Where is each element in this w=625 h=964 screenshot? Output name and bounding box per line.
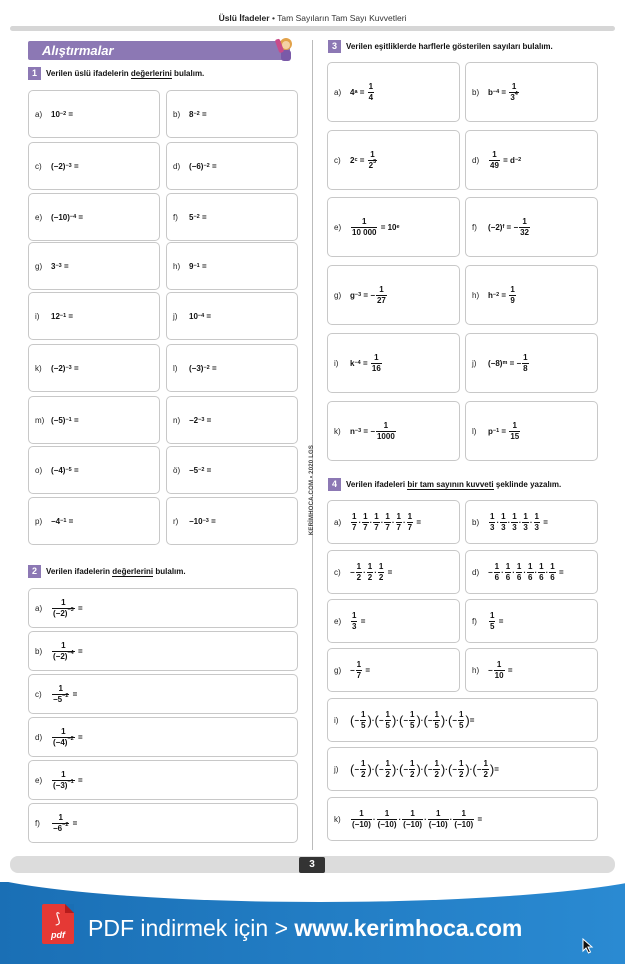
s3-item-a[interactable]: a) 4 a = $\frac{1}{4}$ bbox=[327, 62, 460, 122]
s4-item-e[interactable]: e) $\frac{1}{3}$ = bbox=[327, 599, 460, 643]
banner-curve bbox=[0, 882, 625, 902]
s2-item-f[interactable]: f) $\frac{1}{-6^{-2}}$ = bbox=[28, 803, 298, 843]
s4-item-j[interactable]: j) ( − $\frac{1}{2}$ ) · ( − $\frac{1}{2}$ ) · ( − $\frac{1}{2}$ ) · ( − $\frac{1}{2}$ ) · ( − $\frac{1}{2}$ ) · ( − $\frac{1}{2}$ ) = bbox=[327, 747, 598, 791]
s1-item-r[interactable]: r) −10 −3 = bbox=[166, 497, 298, 545]
s3-item-i[interactable]: i) k −4 = $\frac{1}{16}$ bbox=[327, 333, 460, 393]
s4-item-i[interactable]: i) ( − $\frac{1}{5}$ ) · ( − $\frac{1}{5}$ ) · ( − $\frac{1}{5}$ ) · ( − $\frac{1}{5}$ ) · ( − $\frac{1}{5}$ ) = bbox=[327, 698, 598, 742]
s1-item-p[interactable]: p) −4 −1 = bbox=[28, 497, 160, 545]
section-3-title: 3 Verilen eşitliklerde harflerle gösterilen sayıları bulalım. bbox=[328, 40, 553, 54]
s3-item-b[interactable]: b) b −4 = $\frac{1}{3^4}$ bbox=[465, 62, 598, 122]
s1-item-h[interactable]: h) 9 −1 = bbox=[166, 242, 298, 290]
s4-item-d[interactable]: d) − $\frac{1}{6}$ · 1 6 · 1 6 · 1 6 · 1 6 · $\frac{1}{6}$ = bbox=[465, 550, 598, 594]
s2-item-a[interactable]: a) $\frac{1}{(-2)^{-3}}$ = bbox=[28, 588, 298, 628]
pdf-icon: ⟆ pdf bbox=[42, 904, 74, 944]
s1-item-a[interactable]: a) 10 −2 = bbox=[28, 90, 160, 138]
download-banner[interactable] bbox=[0, 882, 625, 964]
s1-item-d[interactable]: d) (−6) −2 = bbox=[166, 142, 298, 190]
s1-item-e[interactable]: e) (−10) −4 = bbox=[28, 193, 160, 241]
s4-item-c[interactable]: c) − $\frac{1}{2}$ · 1 2 · $\frac{1}{2}$ = bbox=[327, 550, 460, 594]
s3-item-d[interactable]: d) $\frac{1}{49}$ = d −2 bbox=[465, 130, 598, 190]
s3-item-e[interactable]: e) $\frac{1}{10 000}$ = 10 e bbox=[327, 197, 460, 257]
s1-item-oo[interactable]: ö) −5 −2 = bbox=[166, 446, 298, 494]
s1-item-k[interactable]: k) (−2) −3 = bbox=[28, 344, 160, 392]
s4-item-b[interactable]: b) 1 3 · 1 3 · 1 3 · 1 3 · $\frac{1}{3}$ = bbox=[465, 500, 598, 544]
s1-item-m[interactable]: m) (−5) −1 = bbox=[28, 396, 160, 444]
s1-item-l[interactable]: l) (−3) −2 = bbox=[166, 344, 298, 392]
download-link[interactable]: PDF indirmek için > www.kerimhoca.com bbox=[88, 915, 523, 941]
s1-item-o[interactable]: o) (−4) −5 = bbox=[28, 446, 160, 494]
s3-item-c[interactable]: c) 2 c = $\frac{1}{2^3}$ bbox=[327, 130, 460, 190]
exercises-banner: Alıştırmalar bbox=[28, 41, 290, 60]
s3-item-l[interactable]: l) p −1 = $\frac{1}{15}$ bbox=[465, 401, 598, 461]
s2-item-b[interactable]: b) $\frac{1}{(-2)^{-4}}$ = bbox=[28, 631, 298, 671]
s1-item-f[interactable]: f) 5 −2 = bbox=[166, 193, 298, 241]
s2-item-e[interactable]: e) $\frac{1}{(-3)^{-1}}$ = bbox=[28, 760, 298, 800]
page-header: Üslü İfadeler • Tam Sayıların Tam Sayı Kuvvetleri bbox=[218, 13, 407, 23]
s4-item-f[interactable]: f) $\frac{1}{5}$ = bbox=[465, 599, 598, 643]
s1-item-i[interactable]: i) 12 −1 = bbox=[28, 292, 160, 340]
s3-item-j[interactable]: j) (−8) m = − $\frac{1}{8}$ bbox=[465, 333, 598, 393]
s2-item-d[interactable]: d) $\frac{1}{(-4)^{-2}}$ = bbox=[28, 717, 298, 757]
cursor-icon bbox=[582, 938, 594, 954]
side-watermark: KERİMHOCA.COM • 2020 LGS bbox=[309, 444, 315, 536]
page-number: 3 bbox=[299, 857, 325, 873]
s4-item-a[interactable]: a) 1 7 · 1 7 · 1 7 · 1 7 · 1 7 · $\frac{1}{7}$ = bbox=[327, 500, 460, 544]
section-2-title: 2 Verilen ifadelerin değerlerini bulalım. bbox=[28, 565, 186, 579]
s4-item-k[interactable]: k) 1 (−10) · 1 (−10) · 1 (−10) · 1 (−10) · $\frac{1}{(-10)}$ = bbox=[327, 797, 598, 841]
s3-item-g[interactable]: g) g −3 = − $\frac{1}{27}$ bbox=[327, 265, 460, 325]
s4-item-g[interactable]: g) − $\frac{1}{7}$ = bbox=[327, 648, 460, 692]
header-bar bbox=[10, 26, 615, 31]
section-4-title: 4 Verilen ifadeleri bir tam sayının kuvveti şeklinde yazalım. bbox=[328, 478, 561, 492]
s1-item-c[interactable]: c) (−2) −3 = bbox=[28, 142, 160, 190]
s3-item-f[interactable]: f) (−2) f = − $\frac{1}{32}$ bbox=[465, 197, 598, 257]
s3-item-k[interactable]: k) n −3 = − $\frac{1}{1000}$ bbox=[327, 401, 460, 461]
s1-item-b[interactable]: b) 8 −2 = bbox=[166, 90, 298, 138]
s1-item-n[interactable]: n) −2 −3 = bbox=[166, 396, 298, 444]
s2-item-c[interactable]: c) $\frac{1}{-5^{-2}}$ = bbox=[28, 674, 298, 714]
s1-item-j[interactable]: j) 10 −4 = bbox=[166, 292, 298, 340]
s3-item-h[interactable]: h) h −2 = $\frac{1}{9}$ bbox=[465, 265, 598, 325]
s4-item-h[interactable]: h) − $\frac{1}{10}$ = bbox=[465, 648, 598, 692]
section-1-title: 1 Verilen üslü ifadelerin değerlerini bulalım. bbox=[28, 67, 204, 81]
s1-item-g[interactable]: g) 3 −3 = bbox=[28, 242, 160, 290]
mascot-icon bbox=[274, 35, 298, 63]
